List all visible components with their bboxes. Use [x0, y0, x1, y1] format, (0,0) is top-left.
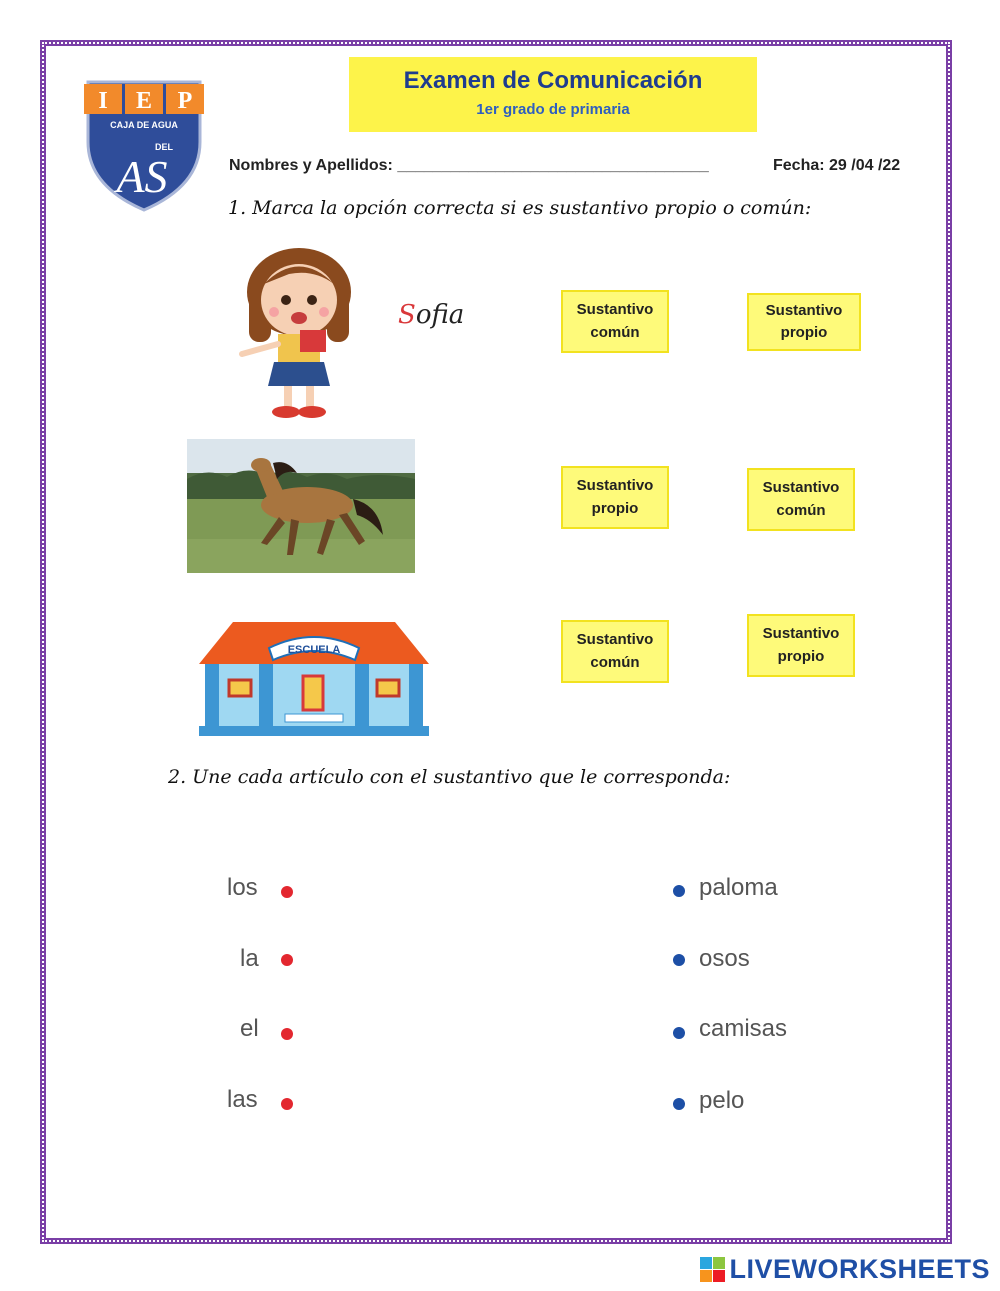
option-line: propio	[780, 324, 828, 341]
option-line: común	[590, 323, 640, 341]
question1-instruction: 1. Marca la opción correcta si es sustantivo propio o común:	[228, 197, 812, 219]
date-label: Fecha: 29 /04 /22	[773, 157, 901, 174]
row2-option-propio[interactable]	[561, 466, 669, 529]
liveworksheets-logo-icon	[700, 1257, 725, 1282]
school-illustration	[199, 618, 429, 740]
logo-letter-i: I	[98, 88, 108, 114]
logo-monogram: AS	[116, 151, 168, 202]
option-line: común	[590, 653, 640, 671]
noun-camisas-dot[interactable]	[673, 1027, 685, 1039]
title-banner	[349, 57, 757, 132]
option-line: Sustantivo	[762, 479, 840, 496]
horse-photo	[187, 439, 415, 573]
option-line: propio	[777, 647, 825, 665]
logo-line1: CAJA DE AGUA	[110, 120, 178, 130]
question2-instruction: 2. Une cada artículo con el sustantivo que le corresponda:	[168, 766, 731, 788]
option-line: común	[776, 501, 826, 519]
logo-line2: DEL	[155, 142, 173, 152]
name-initial: S	[398, 300, 416, 330]
row2-option-comun[interactable]	[747, 468, 855, 531]
logo-letter-e: E	[135, 88, 153, 114]
article-las: las	[227, 1086, 258, 1113]
article-los-dot[interactable]	[281, 886, 293, 898]
school-logo	[78, 64, 210, 214]
noun-osos-dot[interactable]	[673, 954, 685, 966]
noun-pelo: pelo	[699, 1087, 745, 1114]
row1-option-propio[interactable]	[747, 293, 861, 351]
option-line: Sustantivo	[576, 477, 654, 494]
article-la-dot[interactable]	[281, 954, 293, 966]
noun-paloma-dot[interactable]	[673, 885, 685, 897]
article-la: la	[240, 945, 259, 972]
option-line: Sustantivo	[762, 625, 840, 642]
article-el-dot[interactable]	[281, 1028, 293, 1040]
article-las-dot[interactable]	[281, 1098, 293, 1110]
row3-option-propio[interactable]	[747, 614, 855, 677]
noun-camisas: camisas	[699, 1015, 788, 1042]
noun-paloma: paloma	[699, 874, 778, 901]
page-title: Examen de Comunicación	[403, 67, 703, 94]
noun-pelo-dot[interactable]	[673, 1098, 685, 1110]
name-sofia	[398, 300, 464, 330]
option-line: Sustantivo	[576, 301, 654, 318]
row3-option-comun[interactable]	[561, 620, 669, 683]
option-line: Sustantivo	[765, 301, 843, 319]
page-subtitle: 1er grado de primaria	[476, 101, 630, 118]
school-sign-text: ESCUELA	[287, 644, 341, 656]
liveworksheets-brand[interactable]	[700, 1254, 990, 1285]
option-line: propio	[591, 499, 639, 517]
article-los: los	[227, 874, 258, 901]
names-field-label[interactable]: Nombres y Apellidos: ___________________________________	[229, 157, 709, 174]
girl-illustration	[234, 244, 364, 422]
option-line: Sustantivo	[576, 631, 654, 648]
article-el: el	[240, 1015, 259, 1042]
row1-option-comun[interactable]	[561, 290, 669, 353]
name-rest: ofia	[415, 300, 465, 330]
logo-letter-p: P	[177, 88, 193, 114]
brand-text: LIVEWORKSHEETS	[729, 1254, 990, 1284]
noun-osos: osos	[699, 945, 750, 972]
